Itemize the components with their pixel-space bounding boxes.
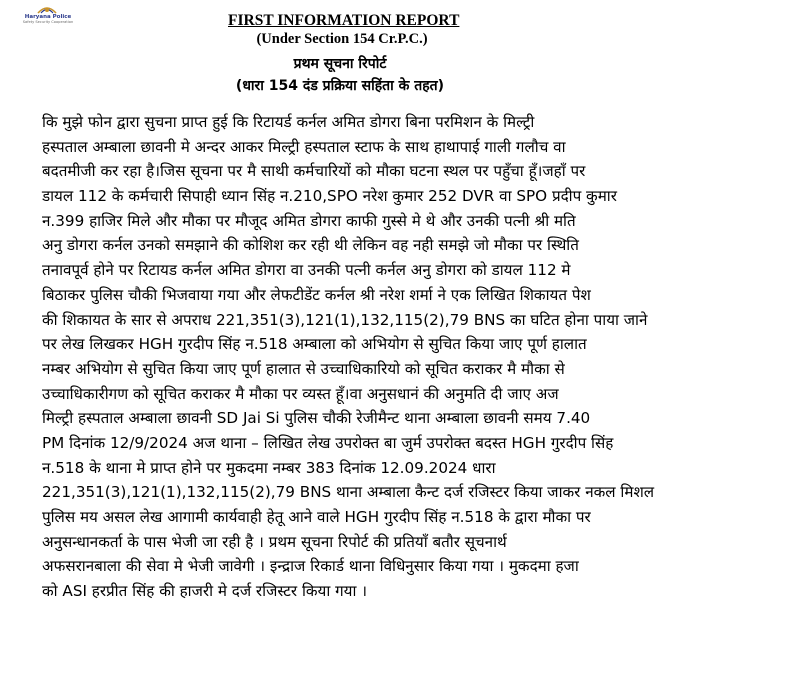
body-line-3: बदतमीजी कर रहा है।जिस सूचना पर मै साथी कर्मचारियों को मौका घटना स्थल पर पहुँचा हूँ।जहाँ पर [42, 162, 586, 181]
body-line-19: अफसरानबाला की सेवा मे भेजी जावेगी । इन्द्राज रिकार्ड थाना विधिनुसार किया गया । मुकदमा हजा [42, 557, 579, 576]
report-title-hindi: प्रथम सूचना रिपोर्ट [293, 56, 387, 72]
body-line-18: अनुसन्धानकर्ता के पास भेजी जा रही है । प्रथम सूचना रिपोर्ट की प्रतियाँ बतौर सूचनार्थ [42, 532, 507, 551]
body-line-8: बिठाकर पुलिस चौकी भिजवाया गया और लेफटीडेंट कर्नल श्री नरेश शर्मा ने एक लिखित शिकायत पेश [42, 285, 591, 304]
report-title-english: FIRST INFORMATION REPORT [228, 12, 460, 29]
body-line-11: नम्बर अभियोग से सुचित किया जाए पूर्ण हालात से उच्चाधिकारियो को सूचित कराकर मै मौका से [42, 359, 565, 378]
body-line-10: पर लेख लिखकर HGH गुरदीप सिंह न.518 अम्बाला को अभियोग से सुचित किया जाए पूर्ण हालात [42, 335, 587, 354]
report-section-hindi: (धारा 154 दंड प्रक्रिया सहिंता के तहत) [235, 78, 445, 94]
body-line-16: 221,351(3),121(1),132,115(2),79 BNS थाना अम्बाला कैन्ट दर्ज रजिस्टर किया जाकर नकल मिशल [42, 483, 655, 502]
body-line-15: न.518 के थाना मे प्राप्त होने पर मुकदमा नम्बर 383 दिनांक 12.09.2024 धारा [42, 458, 496, 477]
body-line-1: कि मुझे फोन द्वारा सुचना प्राप्त हुई कि रिटायर्ड कर्नल अमित डोगरा बिना परमिशन के मिल्ट्री [42, 113, 535, 131]
body-line-7: तनावपूर्व होने पर रिटायड कर्नल अमित डोगरा वा उनकी पत्नी कर्नल अनु डोगरा को डायल 112 मे [42, 261, 571, 280]
body-line-9: की शिकायत के सार से अपराध 221,351(3),121(1),132,115(2),79 BNS का घटित होना पाया जाने [42, 310, 648, 329]
body-line-13: मिल्ट्री हस्पताल अम्बाला छावनी SD Jai Si पुलिस चौकी रेजीमैन्ट थाना अम्बाला छावनी समय 7.40 [42, 409, 591, 428]
body-line-14: PM दिनांक 12/9/2024 अज थाना – लिखित लेख उपरोक्त बा जुर्म उपरोक्त बदस्त HGH गुरदीप सिंह [42, 433, 614, 452]
report-section-english: (Under Section 154 Cr.P.C.) [256, 31, 428, 47]
body-line-20: को ASI हरप्रीत सिंह की हाजरी मे दर्ज रजिस्टर किया गया । [42, 582, 367, 601]
body-line-4: डायल 112 के कर्मचारी सिपाही ध्यान सिंह न.210,SPO नरेश कुमार 252 DVR वा SPO प्रदीप कुमार [42, 187, 617, 206]
body-line-17: पुलिस मय असल लेख आगामी कार्यवाही हेतू आने वाले HGH गुरदीप सिंह न.518 के द्वारा मौका पर [42, 508, 591, 526]
body-line-6: अनु डोगरा कर्नल उनको समझाने की कोशिश कर रही थी लेकिन वह नही समझे जो मौका पर स्थिति [42, 236, 579, 255]
logo-subtitle: Safety Security Cooperation [22, 20, 74, 24]
body-line-2: हस्पताल अम्बाला छावनी मे अन्दर आकर मिल्ट्री हस्पताल स्टाफ के साथ हाथापाई गाली गलौच वा [42, 137, 566, 156]
body-line-12: उच्चाधिकारीगण को सूचित कराकर मै मौका पर व्यस्त हूँ।वा अनुसधानं की अनुमति दी जाए अज [42, 384, 559, 403]
haryana-police-logo [18, 2, 78, 26]
body-line-5: न.399 हाजिर मिले और मौका पर मौजूद अमित डोगरा काफी गुस्से मे थे और उनकी पत्नी श्री मति [42, 211, 576, 230]
logo-title: Haryana Police [24, 14, 72, 20]
report-body [42, 110, 784, 604]
